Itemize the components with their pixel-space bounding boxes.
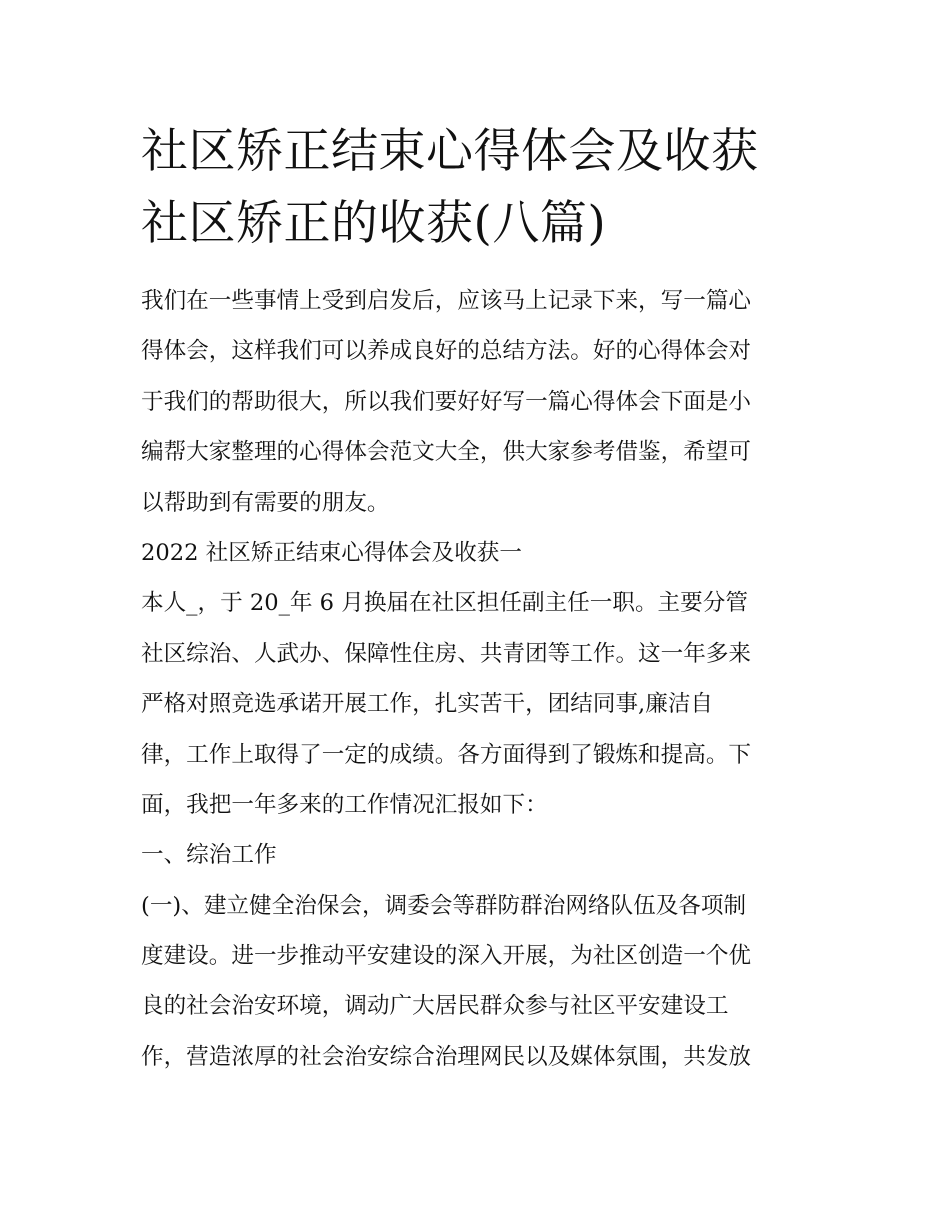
- body-line-2: 得体会，这样我们可以养成良好的总结方法。好的心得体会对: [141, 338, 752, 365]
- body-line-1: 我们在一些事情上受到启发后，应该马上记录下来，写一篇心: [141, 288, 752, 314]
- body-line-10: 律，工作上取得了一定的成绩。各方面得到了锻炼和提高。下: [141, 741, 752, 768]
- body-line-4: 编帮大家整理的心得体会范文大全，供大家参考借鉴，希望可: [141, 439, 752, 466]
- body-line-3: 于我们的帮助很大，所以我们要好好写一篇心得体会下面是小: [141, 388, 752, 415]
- body-line-16: 作，营造浓厚的社会治安综合治理网民以及媒体氛围，共发放: [141, 1043, 752, 1070]
- section-heading-1: 2022 社区矫正结束心得体会及收获一: [141, 539, 522, 566]
- body-line-8: 社区综治、人武办、保障性住房、共青团等工作。这一年多来: [141, 640, 752, 667]
- body-line-14: 度建设。进一步推动平安建设的深入开展，为社区创造一个优: [141, 943, 752, 970]
- body-line-11: 面，我把一年多来的工作情况汇报如下：: [141, 791, 548, 818]
- body-line-5: 以帮助到有需要的朋友。: [141, 489, 390, 516]
- title-line-2: 社区矫正的收获(八篇): [141, 196, 607, 251]
- body-line-7: 本人_，于 20_年 6 月换届在社区担任副主任一职。主要分管: [141, 590, 748, 617]
- body-line-9: 严格对照竞选承诺开展工作，扎实苦干，团结同事,廉洁自: [141, 691, 714, 718]
- document-title: [141, 116, 821, 260]
- body-line-13: (一)、建立健全治保会，调委会等群防群治网络队伍及各项制: [141, 892, 747, 919]
- body-line-15: 良的社会治安环境，调动广大居民群众参与社区平安建设工: [141, 993, 729, 1020]
- subheading-1: 一、综治工作: [141, 842, 277, 869]
- title-line-1: 社区矫正结束心得体会及收获: [141, 124, 759, 179]
- document-body: [141, 276, 821, 1082]
